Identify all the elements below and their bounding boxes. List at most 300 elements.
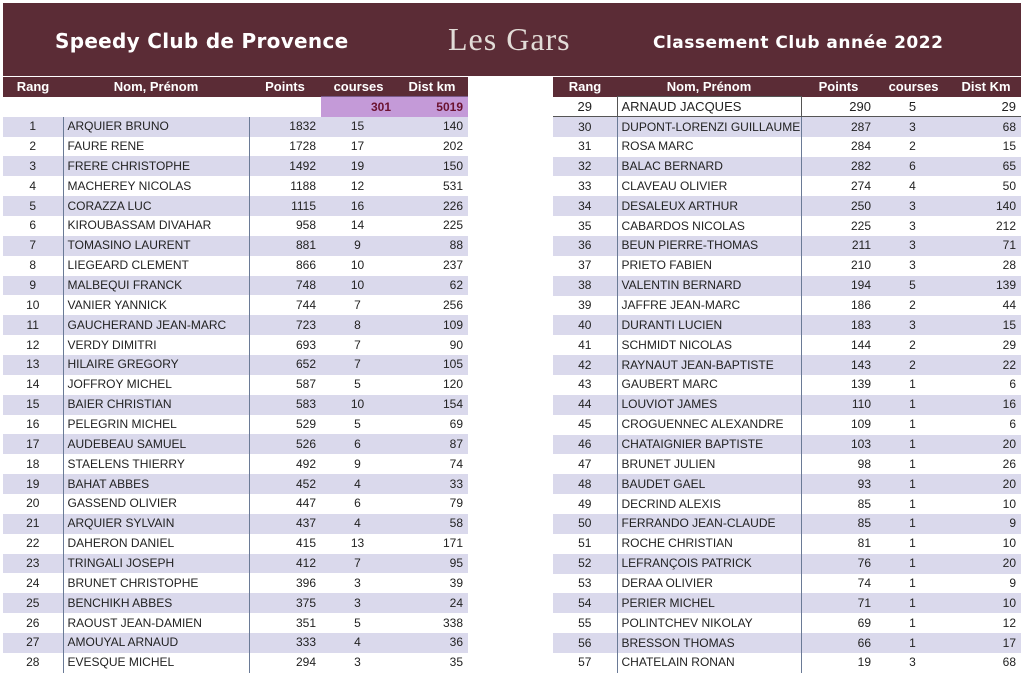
rank-cell: 2 xyxy=(3,137,63,157)
name-cell: RAOUST JEAN-DAMIEN xyxy=(63,613,249,633)
distance-cell: 71 xyxy=(951,236,1021,256)
rank-cell: 54 xyxy=(553,593,617,613)
name-cell: PELEGRIN MICHEL xyxy=(63,415,249,435)
rank-cell: 18 xyxy=(3,454,63,474)
name-cell: PERIER MICHEL xyxy=(617,593,801,613)
distance-cell: 9 xyxy=(951,514,1021,534)
table-row xyxy=(3,593,468,613)
name-cell: LOUVIOT JAMES xyxy=(617,395,801,415)
points-cell: 81 xyxy=(801,534,876,554)
rank-cell: 16 xyxy=(3,415,63,435)
table-row xyxy=(553,554,1021,574)
points-cell: 447 xyxy=(249,494,321,514)
distance-cell: 139 xyxy=(951,276,1021,296)
name-cell: BRUNET CHRISTOPHE xyxy=(63,573,249,593)
name-cell: BENCHIKH ABBES xyxy=(63,593,249,613)
name-cell: DERAA OLIVIER xyxy=(617,574,801,594)
races-cell: 3 xyxy=(876,236,951,256)
table-row xyxy=(3,216,468,236)
rank-cell: 37 xyxy=(553,256,617,276)
table-row xyxy=(3,474,468,494)
distance-cell: 79 xyxy=(396,494,468,514)
name-cell: GASSEND OLIVIER xyxy=(63,494,249,514)
races-cell: 1 xyxy=(876,514,951,534)
table-row xyxy=(553,534,1021,554)
distance-cell: 202 xyxy=(396,137,468,157)
points-cell: 723 xyxy=(249,315,321,335)
name-cell: STAELENS THIERRY xyxy=(63,454,249,474)
name-cell: DAHERON DANIEL xyxy=(63,534,249,554)
distance-cell: 17 xyxy=(951,633,1021,653)
points-cell: 69 xyxy=(801,613,876,633)
table-row xyxy=(553,137,1021,157)
table-row xyxy=(3,395,468,415)
table-row xyxy=(553,97,1021,117)
table-row xyxy=(553,514,1021,534)
distance-cell: 120 xyxy=(396,375,468,395)
rank-cell: 51 xyxy=(553,534,617,554)
name-cell: FRERE CHRISTOPHE xyxy=(63,156,249,176)
rank-cell: 33 xyxy=(553,176,617,196)
points-cell: 437 xyxy=(249,514,321,534)
table-row xyxy=(553,613,1021,633)
races-cell: 15 xyxy=(321,117,396,137)
table-row xyxy=(3,276,468,296)
table-row xyxy=(553,375,1021,395)
table-row xyxy=(3,514,468,534)
table-row xyxy=(3,156,468,176)
points-cell: 71 xyxy=(801,593,876,613)
races-cell: 17 xyxy=(321,137,396,157)
table-row xyxy=(553,454,1021,474)
distance-cell: 69 xyxy=(396,415,468,435)
table-row xyxy=(553,474,1021,494)
table-row xyxy=(553,435,1021,455)
table-row xyxy=(553,653,1021,673)
rank-cell: 19 xyxy=(3,474,63,494)
name-cell: ARQUIER BRUNO xyxy=(63,117,249,137)
name-cell: AMOUYAL ARNAUD xyxy=(63,633,249,653)
table-row xyxy=(3,554,468,574)
rank-cell: 43 xyxy=(553,375,617,395)
distance-cell: 26 xyxy=(951,454,1021,474)
table-row xyxy=(553,196,1021,216)
name-cell: BEUN PIERRE-THOMAS xyxy=(617,236,801,256)
rank-cell: 26 xyxy=(3,613,63,633)
points-cell: 103 xyxy=(801,435,876,455)
points-cell: 274 xyxy=(801,176,876,196)
races-cell: 1 xyxy=(876,534,951,554)
races-cell: 3 xyxy=(876,256,951,276)
distance-cell: 531 xyxy=(396,176,468,196)
table-row xyxy=(553,117,1021,137)
points-cell: 526 xyxy=(249,434,321,454)
races-cell: 4 xyxy=(876,176,951,196)
rank-cell: 24 xyxy=(3,573,63,593)
points-cell: 85 xyxy=(801,514,876,534)
points-cell: 587 xyxy=(249,375,321,395)
points-cell: 93 xyxy=(801,474,876,494)
ranking-table-left xyxy=(3,77,468,673)
races-cell: 6 xyxy=(321,434,396,454)
club-name: Speedy Club de Provence xyxy=(55,29,349,53)
races-cell: 12 xyxy=(321,176,396,196)
distance-cell: 20 xyxy=(951,435,1021,455)
table-row xyxy=(3,434,468,454)
rank-cell: 15 xyxy=(3,395,63,415)
name-cell: SCHMIDT NICOLAS xyxy=(617,335,801,355)
distance-cell: 65 xyxy=(951,157,1021,177)
races-cell: 5 xyxy=(321,613,396,633)
rank-cell: 31 xyxy=(553,137,617,157)
races-cell: 4 xyxy=(321,514,396,534)
races-cell: 10 xyxy=(321,256,396,276)
header-banner xyxy=(3,3,1021,76)
distance-cell: 212 xyxy=(951,216,1021,236)
col-header-points: Points xyxy=(801,77,876,97)
races-cell: 3 xyxy=(321,653,396,673)
distance-cell: 68 xyxy=(951,117,1021,137)
rank-cell: 11 xyxy=(3,315,63,335)
table-row xyxy=(3,295,468,315)
rank-cell: 6 xyxy=(3,216,63,236)
races-cell: 1 xyxy=(876,554,951,574)
table-row xyxy=(3,573,468,593)
rank-cell: 32 xyxy=(553,157,617,177)
name-cell: ARQUIER SYLVAIN xyxy=(63,514,249,534)
col-header-rank: Rang xyxy=(3,77,63,97)
races-cell: 2 xyxy=(876,355,951,375)
rank-cell: 28 xyxy=(3,653,63,673)
table-row xyxy=(553,335,1021,355)
distance-cell: 6 xyxy=(951,375,1021,395)
distance-cell: 154 xyxy=(396,395,468,415)
name-cell: JOFFROY MICHEL xyxy=(63,375,249,395)
points-cell: 183 xyxy=(801,315,876,335)
table-row xyxy=(553,216,1021,236)
table-row xyxy=(3,236,468,256)
name-cell: POLINTCHEV NIKOLAY xyxy=(617,613,801,633)
points-cell: 98 xyxy=(801,454,876,474)
table-row xyxy=(553,395,1021,415)
races-cell: 1 xyxy=(876,593,951,613)
points-cell: 76 xyxy=(801,554,876,574)
table-row xyxy=(3,196,468,216)
rank-cell: 4 xyxy=(3,176,63,196)
distance-cell: 90 xyxy=(396,335,468,355)
points-cell: 294 xyxy=(249,653,321,673)
points-cell: 412 xyxy=(249,554,321,574)
col-header-races: courses xyxy=(321,77,396,97)
table-row xyxy=(553,593,1021,613)
points-cell: 1832 xyxy=(249,117,321,137)
rank-cell: 27 xyxy=(3,633,63,653)
rank-cell: 21 xyxy=(3,514,63,534)
races-cell: 1 xyxy=(876,395,951,415)
rank-cell: 29 xyxy=(553,97,617,117)
col-header-distance: Dist Km xyxy=(951,77,1021,97)
points-cell: 284 xyxy=(801,137,876,157)
points-cell: 139 xyxy=(801,375,876,395)
rank-cell: 49 xyxy=(553,494,617,514)
rank-cell: 20 xyxy=(3,494,63,514)
name-cell: DECRIND ALEXIS xyxy=(617,494,801,514)
distance-cell: 109 xyxy=(396,315,468,335)
points-cell: 194 xyxy=(801,276,876,296)
name-cell: PRIETO FABIEN xyxy=(617,256,801,276)
distance-cell: 226 xyxy=(396,196,468,216)
points-cell: 85 xyxy=(801,494,876,514)
points-cell: 958 xyxy=(249,216,321,236)
distance-cell: 88 xyxy=(396,236,468,256)
races-cell: 10 xyxy=(321,276,396,296)
category-title: Les Gars xyxy=(448,21,571,57)
name-cell: ARNAUD JACQUES xyxy=(617,97,801,117)
table-row xyxy=(3,494,468,514)
rank-cell: 12 xyxy=(3,335,63,355)
races-cell: 9 xyxy=(321,454,396,474)
rank-cell: 45 xyxy=(553,415,617,435)
races-cell: 13 xyxy=(321,534,396,554)
rank-cell: 3 xyxy=(3,156,63,176)
name-cell: MACHEREY NICOLAS xyxy=(63,176,249,196)
points-cell: 748 xyxy=(249,276,321,296)
name-cell: DURANTI LUCIEN xyxy=(617,315,801,335)
name-cell: BRUNET JULIEN xyxy=(617,454,801,474)
races-cell: 1 xyxy=(876,613,951,633)
races-cell: 1 xyxy=(876,454,951,474)
name-cell: LIEGEARD CLEMENT xyxy=(63,256,249,276)
races-cell: 3 xyxy=(876,315,951,335)
races-cell: 3 xyxy=(321,593,396,613)
rank-cell: 40 xyxy=(553,315,617,335)
points-cell: 143 xyxy=(801,355,876,375)
rank-cell: 44 xyxy=(553,395,617,415)
points-cell: 744 xyxy=(249,295,321,315)
table-row xyxy=(553,355,1021,375)
totals-row xyxy=(3,97,468,117)
races-cell: 6 xyxy=(321,494,396,514)
rank-cell: 9 xyxy=(3,276,63,296)
table-row xyxy=(3,355,468,375)
points-cell: 109 xyxy=(801,415,876,435)
name-cell: MALBEQUI FRANCK xyxy=(63,276,249,296)
rank-cell: 41 xyxy=(553,335,617,355)
distance-cell: 150 xyxy=(396,156,468,176)
rank-cell: 36 xyxy=(553,236,617,256)
distance-cell: 15 xyxy=(951,137,1021,157)
table-row xyxy=(3,176,468,196)
races-cell: 6 xyxy=(876,157,951,177)
rank-cell: 7 xyxy=(3,236,63,256)
table-row xyxy=(3,375,468,395)
distance-cell: 140 xyxy=(951,196,1021,216)
points-cell: 250 xyxy=(801,196,876,216)
table-row xyxy=(3,415,468,435)
points-cell: 1728 xyxy=(249,137,321,157)
col-header-distance: Dist km xyxy=(396,77,468,97)
table-row xyxy=(3,454,468,474)
rank-cell: 47 xyxy=(553,454,617,474)
races-cell: 19 xyxy=(321,156,396,176)
rank-cell: 23 xyxy=(3,554,63,574)
races-cell: 1 xyxy=(876,633,951,653)
points-cell: 881 xyxy=(249,236,321,256)
races-cell: 10 xyxy=(321,395,396,415)
rank-cell: 10 xyxy=(3,295,63,315)
rank-cell: 1 xyxy=(3,117,63,137)
table-row xyxy=(553,315,1021,335)
points-cell: 1492 xyxy=(249,156,321,176)
distance-cell: 16 xyxy=(951,395,1021,415)
col-header-name: Nom, Prénom xyxy=(617,77,801,97)
table-row xyxy=(3,613,468,633)
points-cell: 333 xyxy=(249,633,321,653)
distance-cell: 15 xyxy=(951,315,1021,335)
rank-cell: 25 xyxy=(3,593,63,613)
table-row xyxy=(553,494,1021,514)
distance-cell: 9 xyxy=(951,574,1021,594)
name-cell: JAFFRE JEAN-MARC xyxy=(617,296,801,316)
distance-cell: 39 xyxy=(396,573,468,593)
distance-cell: 237 xyxy=(396,256,468,276)
points-cell: 144 xyxy=(801,335,876,355)
rank-cell: 42 xyxy=(553,355,617,375)
name-cell: KIROUBASSAM DIVAHAR xyxy=(63,216,249,236)
races-cell: 16 xyxy=(321,196,396,216)
col-header-name: Nom, Prénom xyxy=(63,77,249,97)
points-cell: 287 xyxy=(801,117,876,137)
table-header-row xyxy=(553,77,1021,97)
name-cell: AUDEBEAU SAMUEL xyxy=(63,434,249,454)
name-cell: TOMASINO LAURENT xyxy=(63,236,249,256)
table-row xyxy=(553,633,1021,653)
distance-cell: 22 xyxy=(951,355,1021,375)
rank-cell: 22 xyxy=(3,534,63,554)
distance-cell: 58 xyxy=(396,514,468,534)
points-cell: 415 xyxy=(249,534,321,554)
rank-cell: 17 xyxy=(3,434,63,454)
name-cell: ROCHE CHRISTIAN xyxy=(617,534,801,554)
races-cell: 2 xyxy=(876,296,951,316)
races-cell: 2 xyxy=(876,137,951,157)
name-cell: VALENTIN BERNARD xyxy=(617,276,801,296)
distance-cell: 338 xyxy=(396,613,468,633)
table-row xyxy=(553,176,1021,196)
table-row xyxy=(553,256,1021,276)
ranking-table-right xyxy=(553,77,1021,673)
name-cell: DESALEUX ARTHUR xyxy=(617,196,801,216)
ranking-title: Classement Club année 2022 xyxy=(653,33,944,53)
col-header-races: courses xyxy=(876,77,951,97)
rank-cell: 56 xyxy=(553,633,617,653)
name-cell: RAYNAUT JEAN-BAPTISTE xyxy=(617,355,801,375)
rank-cell: 46 xyxy=(553,435,617,455)
name-cell: DUPONT-LORENZI GUILLAUME xyxy=(617,117,801,137)
table-row xyxy=(553,574,1021,594)
rank-cell: 50 xyxy=(553,514,617,534)
races-cell: 4 xyxy=(321,633,396,653)
points-cell: 375 xyxy=(249,593,321,613)
rank-cell: 39 xyxy=(553,296,617,316)
points-cell: 110 xyxy=(801,395,876,415)
races-cell: 3 xyxy=(321,573,396,593)
distance-cell: 74 xyxy=(396,454,468,474)
total-races: 301 xyxy=(321,97,396,117)
distance-cell: 29 xyxy=(951,335,1021,355)
table-row xyxy=(553,296,1021,316)
races-cell: 1 xyxy=(876,494,951,514)
points-cell: 693 xyxy=(249,335,321,355)
name-cell: CORAZZA LUC xyxy=(63,196,249,216)
races-cell: 1 xyxy=(876,415,951,435)
races-cell: 7 xyxy=(321,355,396,375)
table-row xyxy=(553,157,1021,177)
name-cell: BAHAT ABBES xyxy=(63,474,249,494)
rank-cell: 5 xyxy=(3,196,63,216)
points-cell: 66 xyxy=(801,633,876,653)
name-cell: GAUCHERAND JEAN-MARC xyxy=(63,315,249,335)
name-cell: CHATELAIN RONAN xyxy=(617,653,801,673)
races-cell: 1 xyxy=(876,375,951,395)
table-row xyxy=(3,315,468,335)
distance-cell: 225 xyxy=(396,216,468,236)
races-cell: 7 xyxy=(321,335,396,355)
name-cell: CROGUENNEC ALEXANDRE xyxy=(617,415,801,435)
races-cell: 5 xyxy=(321,375,396,395)
col-header-rank: Rang xyxy=(553,77,617,97)
distance-cell: 33 xyxy=(396,474,468,494)
distance-cell: 140 xyxy=(396,117,468,137)
points-cell: 19 xyxy=(801,653,876,673)
rank-cell: 52 xyxy=(553,554,617,574)
distance-cell: 28 xyxy=(951,256,1021,276)
distance-cell: 68 xyxy=(951,653,1021,673)
races-cell: 3 xyxy=(876,216,951,236)
table-row xyxy=(3,653,468,673)
name-cell: LEFRANÇOIS PATRICK xyxy=(617,554,801,574)
rank-cell: 13 xyxy=(3,355,63,375)
name-cell: BAIER CHRISTIAN xyxy=(63,395,249,415)
name-cell: BALAC BERNARD xyxy=(617,157,801,177)
races-cell: 3 xyxy=(876,653,951,673)
table-header-row xyxy=(3,77,468,97)
distance-cell: 62 xyxy=(396,276,468,296)
name-cell: FAURE RENE xyxy=(63,137,249,157)
races-cell: 3 xyxy=(876,196,951,216)
col-header-points: Points xyxy=(249,77,321,97)
distance-cell: 6 xyxy=(951,415,1021,435)
points-cell: 529 xyxy=(249,415,321,435)
points-cell: 492 xyxy=(249,454,321,474)
name-cell: BAUDET GAEL xyxy=(617,474,801,494)
table-row xyxy=(3,117,468,137)
rank-cell: 53 xyxy=(553,574,617,594)
distance-cell: 10 xyxy=(951,494,1021,514)
distance-cell: 95 xyxy=(396,554,468,574)
table-row xyxy=(553,415,1021,435)
points-cell: 652 xyxy=(249,355,321,375)
rank-cell: 35 xyxy=(553,216,617,236)
distance-cell: 10 xyxy=(951,534,1021,554)
points-cell: 211 xyxy=(801,236,876,256)
rank-cell: 34 xyxy=(553,196,617,216)
name-cell: BRESSON THOMAS xyxy=(617,633,801,653)
distance-cell: 44 xyxy=(951,296,1021,316)
points-cell: 210 xyxy=(801,256,876,276)
races-cell: 1 xyxy=(876,435,951,455)
points-cell: 351 xyxy=(249,613,321,633)
